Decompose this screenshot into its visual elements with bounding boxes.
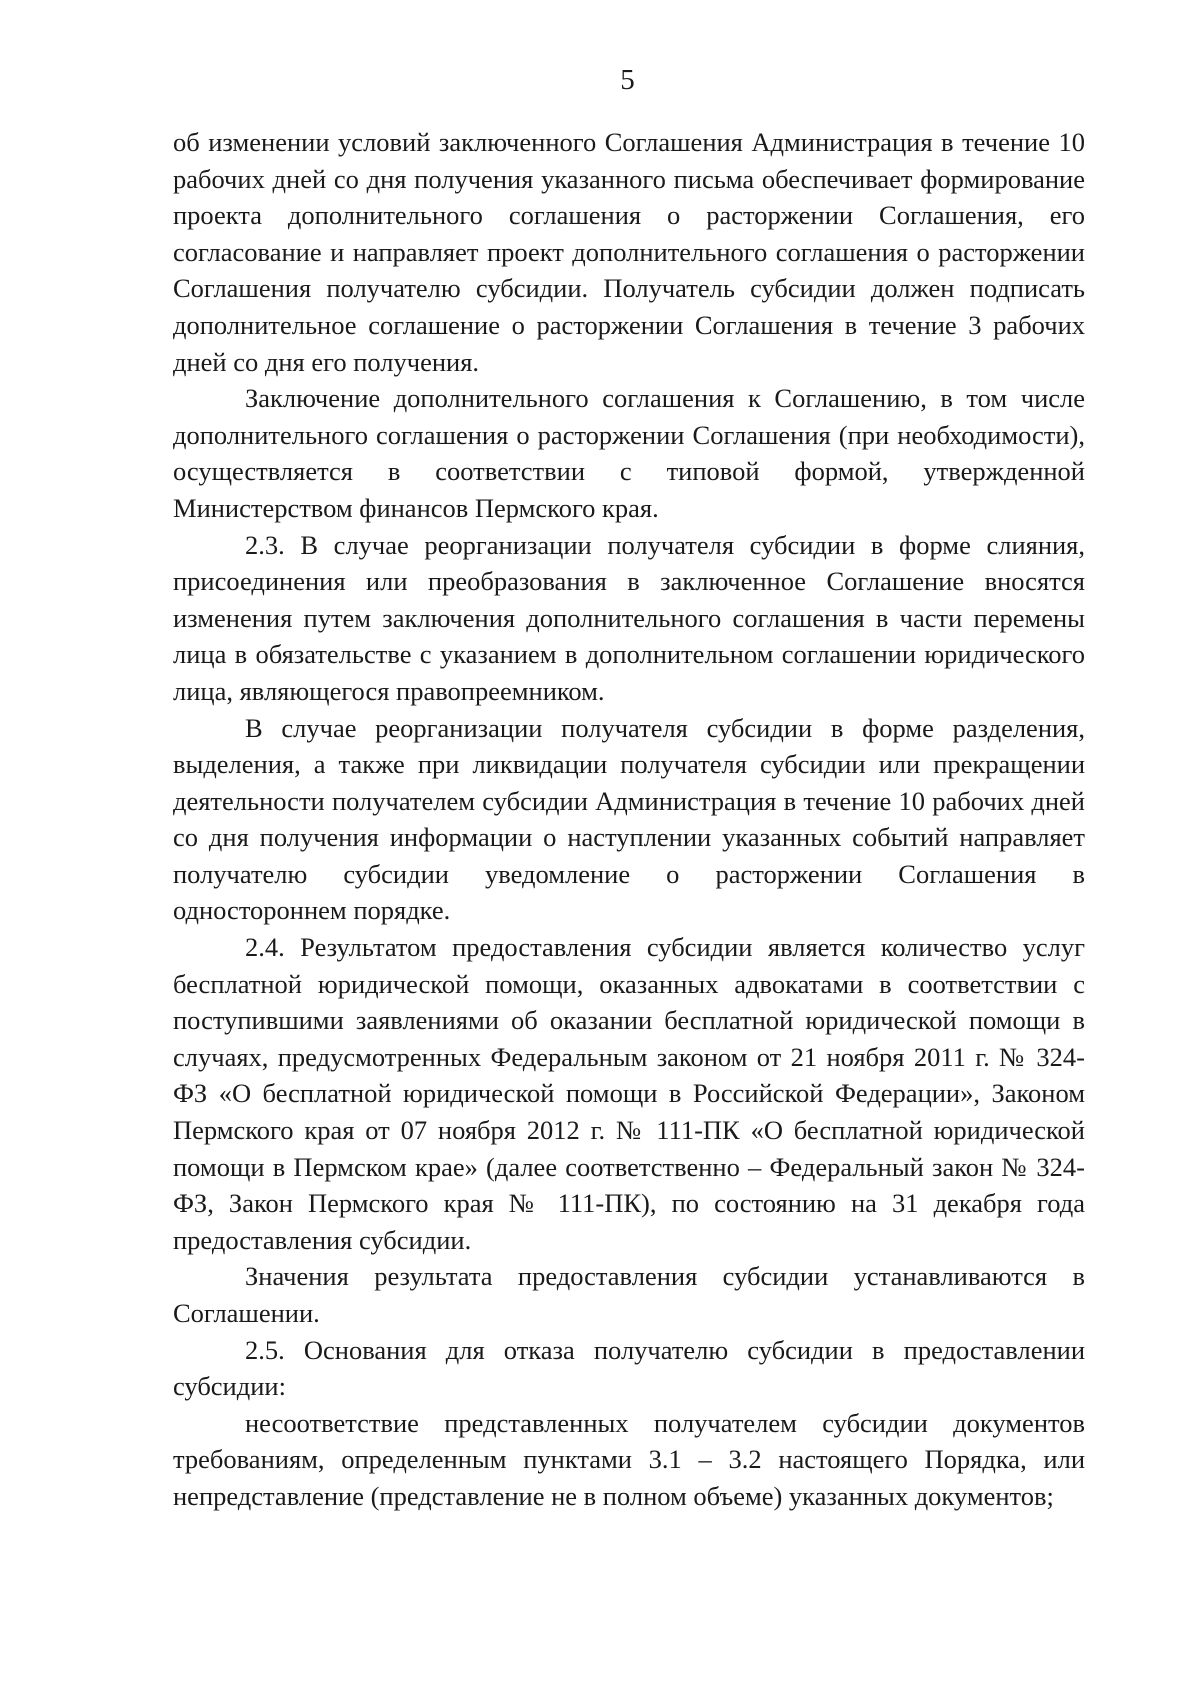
paragraph: Заключение дополнительного соглашения к Соглашению, в том числе дополнительного соглашения о расторжении Соглашения (при необходимости), осуществляется в соответствии с типовой формой, утвержденной Министерством финансов Пермского края. — [173, 383, 1085, 523]
paragraph: Значения результата предоставления субсидии устанавливаются в Соглашении. — [173, 1261, 1085, 1328]
document-body — [173, 124, 1085, 1515]
paragraph-section-2-5: 2.5. Основания для отказа получателю субсидии в предоставлении субсидии: — [173, 1334, 1085, 1402]
list-item: несоответствие представленных получателем субсидии документов требованиям, определенным пунктами 3.1 – 3.2 настоящего Порядка, или непредставление (представление не в полном объеме) указанных документов; — [173, 1407, 1085, 1511]
paragraph: В случае реорганизации получателя субсидии в форме разделения, выделения, а также при ликвидации получателя субсидии или прекращении деятельности получателем субсидии Администрация в течение 10 рабочих дней со дня получения информации о наступлении указанных событий направляет получателю субсидии уведомление о расторжении Соглашения в одностороннем порядке. — [173, 712, 1085, 926]
page-number: 5 — [620, 64, 635, 96]
paragraph: об изменении условий заключенного Соглашения Администрация в течение 10 рабочих дней со дня получения указанного письма обеспечивает формирование проекта дополнительного соглашения о расторжении Соглашения, его согласование и направляет проект дополнительного соглашения о расторжении Соглашения получателю субсидии. Получатель субсидии должен подписать дополнительное соглашение о расторжении Соглашения в течение 3 рабочих дней со дня его получения. — [173, 127, 1085, 377]
paragraph-section-2-4: 2.4. Результатом предоставления субсидии является количество услуг бесплатной юридической помощи, оказанных адвокатами в соответствии с поступившими заявлениями об оказании бесплатной юридической помощи в случаях, предусмотренных Федеральным законом от 21 ноября 2011 г. № 324-ФЗ «О бесплатной юридической помощи в Российской Федерации», Законом Пермского края от 07 ноября 2012 г. № 111-ПК «О бесплатной юридической помощи в Пермском крае» (далее соответственно – Федеральный закон № 324-ФЗ, Закон Пермского края № 111-ПК), по состоянию на 31 декабря года предоставления субсидии. — [173, 932, 1085, 1255]
paragraph-section-2-3: 2.3. В случае реорганизации получателя субсидии в форме слияния, присоединения или преобразования в заключенное Соглашение вносятся изменения путем заключения дополнительного соглашения в части перемены лица в обязательстве с указанием в дополнительном соглашении юридического лица, являющегося правопреемником. — [173, 529, 1085, 706]
